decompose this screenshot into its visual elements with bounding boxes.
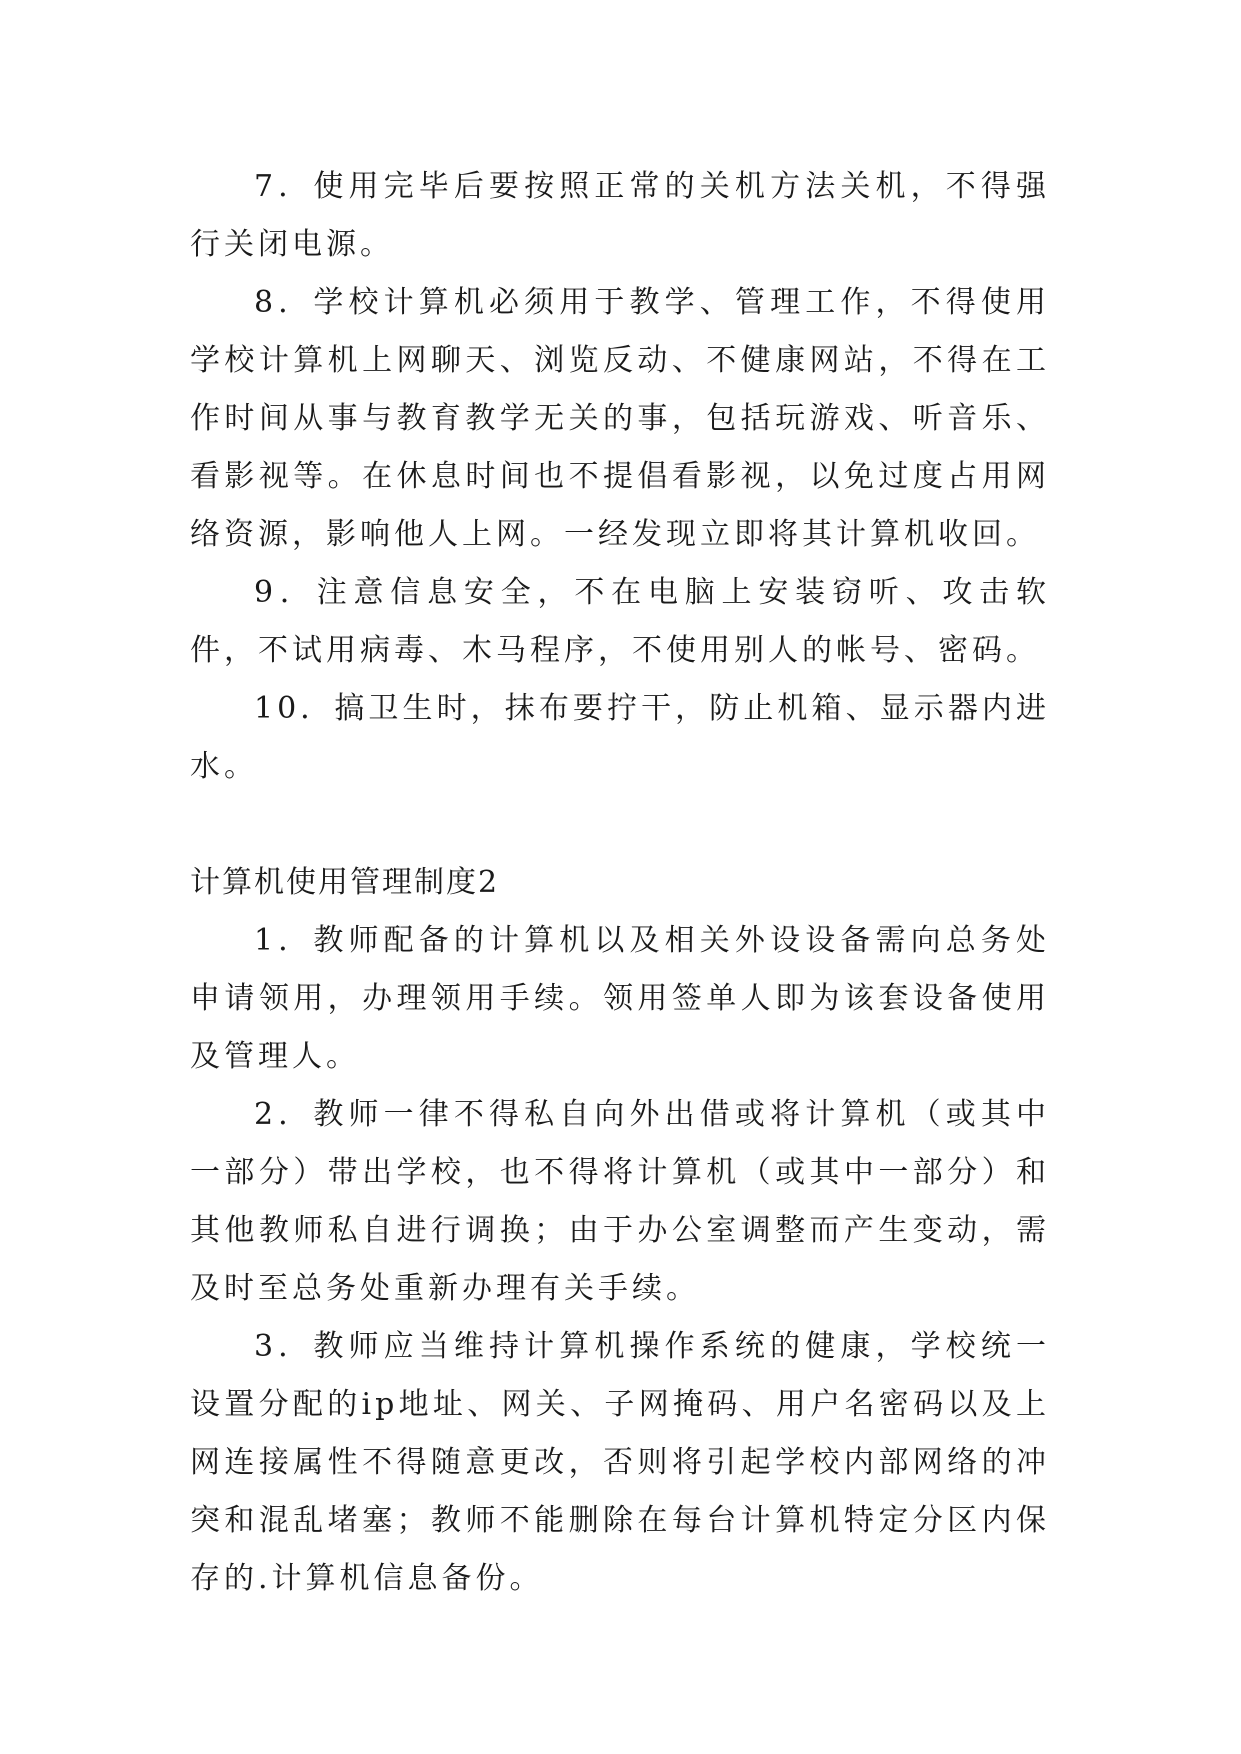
section-spacer <box>190 796 1050 854</box>
paragraph-9: 9．注意信息安全，不在电脑上安装窃听、攻击软件，不试用病毒、木马程序，不使用别人的帐号、密码。 <box>190 575 1050 668</box>
paragraph-10: 10．搞卫生时，抹布要拧干，防止机箱、显示器内进水。 <box>190 691 1050 784</box>
paragraph-7: 7．使用完毕后要按照正常的关机方法关机，不得强行关闭电源。 <box>190 169 1050 262</box>
paragraph-8: 8．学校计算机必须用于教学、管理工作，不得使用学校计算机上网聊天、浏览反动、不健康网站，不得在工作时间从事与教育教学无关的事，包括玩游戏、听音乐、看影视等。在休息时间也不提倡看影视，以免过度占用网络资源，影响他人上网。一经发现立即将其计算机收回。 <box>190 285 1050 552</box>
section2-paragraph-3: 3．教师应当维持计算机操作系统的健康，学校统一设置分配的ip地址、网关、子网掩码、用户名密码以及上网连接属性不得随意更改，否则将引起学校内部网络的冲突和混乱堵塞；教师不能删除在每台计算机特定分区内保存的.计算机信息备份。 <box>190 1329 1050 1596</box>
section-heading: 计算机使用管理制度2 <box>190 865 500 900</box>
document-body <box>190 158 1050 1608</box>
section2-paragraph-1: 1．教师配备的计算机以及相关外设设备需向总务处申请领用，办理领用手续。领用签单人即为该套设备使用及管理人。 <box>190 923 1050 1074</box>
section2-paragraph-2: 2．教师一律不得私自向外出借或将计算机（或其中一部分）带出学校，也不得将计算机（或其中一部分）和其他教师私自进行调换；由于办公室调整而产生变动，需及时至总务处重新办理有关手续。 <box>190 1097 1050 1306</box>
